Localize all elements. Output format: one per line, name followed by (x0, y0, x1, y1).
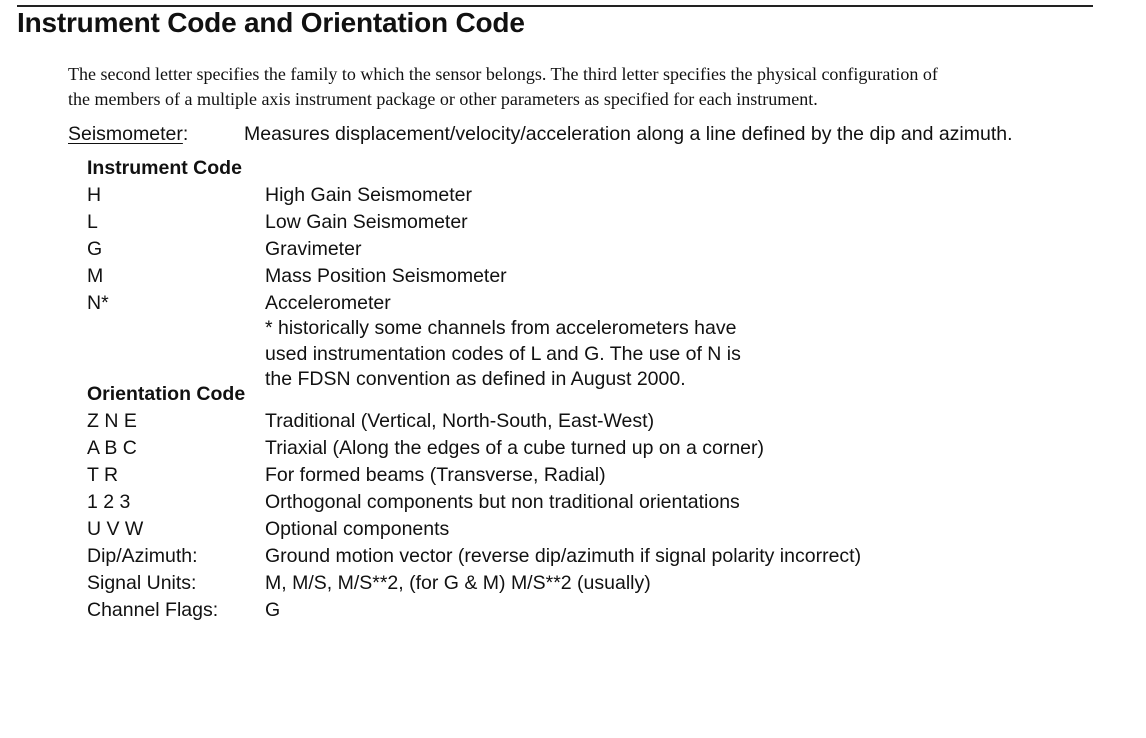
table-row (87, 408, 1087, 435)
instrument-description: High Gain Seismometer (265, 184, 472, 206)
footnote-line: used instrumentation codes of L and G. The use of N is (265, 342, 741, 365)
table-row (87, 182, 1087, 209)
orientation-description: G (265, 598, 281, 621)
orientation-code: Z N E (87, 409, 137, 432)
table-row (87, 236, 1087, 263)
table-row (87, 263, 1087, 290)
footnote-line: * historically some channels from accelerometers have (265, 317, 737, 339)
intro-paragraph (68, 62, 1128, 112)
orientation-code: U V W (87, 517, 144, 540)
instrument-code: L (87, 211, 98, 233)
orientation-description: Ground motion vector (reverse dip/azimuth if signal polarity incorrect) (265, 544, 862, 567)
instrument-code: G (87, 238, 103, 260)
orientation-code: T R (87, 463, 119, 486)
orientation-description: Triaxial (Along the edges of a cube turned up on a corner) (265, 436, 764, 459)
footnote-line: the FDSN convention as defined in August 2000. (265, 368, 686, 390)
table-row (87, 543, 1087, 570)
page-title: Instrument Code and Orientation Code (17, 7, 525, 38)
table-row (87, 462, 1087, 489)
table-row (87, 435, 1087, 462)
orientation-code: Channel Flags: (87, 598, 219, 621)
table-row (87, 209, 1087, 236)
seismometer-description: Measures displacement/velocity/acceleration along a line defined by the dip and azimuth. (244, 123, 1013, 145)
instrument-code: H (87, 184, 102, 206)
orientation-code: A B C (87, 436, 137, 459)
instrument-code: N* (87, 292, 109, 314)
code-table (87, 155, 1087, 624)
instrument-description: Accelerometer (265, 292, 391, 314)
orientation-code: Dip/Azimuth: (87, 544, 198, 567)
instrument-description: Low Gain Seismometer (265, 211, 468, 233)
orientation-description: Optional components (265, 517, 450, 540)
seismometer-definition (68, 121, 1013, 147)
instrument-code-heading: Instrument Code (87, 157, 242, 179)
instrument-description: Mass Position Seismometer (265, 265, 507, 287)
intro-line: The second letter specifies the family to which the sensor belongs. The third letter specifies the physical configuration of (68, 64, 938, 84)
seismometer-colon: : (182, 123, 189, 145)
orientation-code: Signal Units: (87, 571, 197, 594)
orientation-description: Traditional (Vertical, North-South, East-West) (265, 409, 655, 432)
orientation-description: Orthogonal components but non traditional orientations (265, 490, 740, 513)
table-row (87, 597, 1087, 624)
orientation-description: For formed beams (Transverse, Radial) (265, 463, 606, 486)
orientation-description: M, M/S, M/S**2, (for G & M) M/S**2 (usually) (265, 571, 651, 594)
intro-line: the members of a multiple axis instrument package or other parameters as specified for each instrument. (68, 89, 818, 109)
table-row (87, 290, 1087, 317)
instrument-description: Gravimeter (265, 238, 362, 260)
table-row (87, 570, 1087, 597)
table-row (87, 489, 1087, 516)
instrument-code: M (87, 265, 104, 287)
table-row (87, 516, 1087, 543)
orientation-code: 1 2 3 (87, 490, 131, 513)
orientation-code-heading: Orientation Code (87, 382, 246, 405)
seismometer-term: Seismometer (68, 123, 183, 145)
